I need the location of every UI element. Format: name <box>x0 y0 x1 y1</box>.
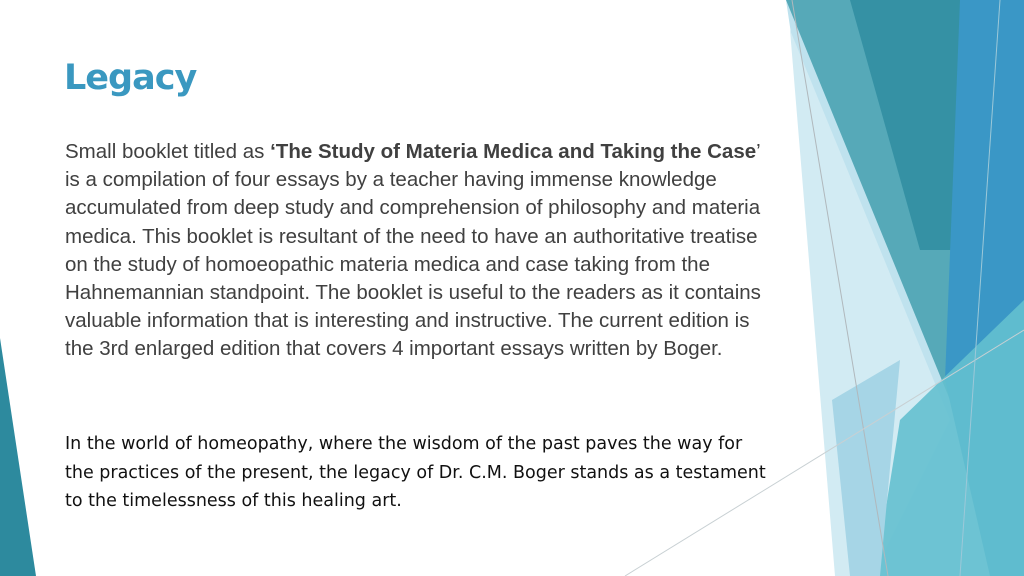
slide-title: Legacy <box>64 58 197 98</box>
legacy-statement: In the world of homeopathy, where the wisdom of the past paves the way for the practices of the present, the legacy of Dr. C.M. Boger stands as a testament to the timelessness of this healing art. <box>65 434 766 511</box>
booklet-intro-text: Small booklet titled as <box>65 140 271 163</box>
booklet-description <box>65 138 775 364</box>
booklet-title: ‘The Study of Materia Medica and Taking the Case <box>270 140 757 163</box>
decor-left-sliver <box>0 338 36 576</box>
booklet-title-close-quote: ’ <box>756 140 760 163</box>
booklet-details-text: is a compilation of four essays by a teacher having immense knowledge accumulated from deep study and comprehension of philosophy and materia medica. This booklet is resultant of the need to have an authoritative treatise on the study of homoeopathic materia medica and case taking from the Hahnemannian standpoint. The booklet is useful to the readers as it contains valuable information that is interesting and instructive. The current edition is the 3rd enlarged edition that covers 4 important essays written by Boger. <box>65 168 761 361</box>
